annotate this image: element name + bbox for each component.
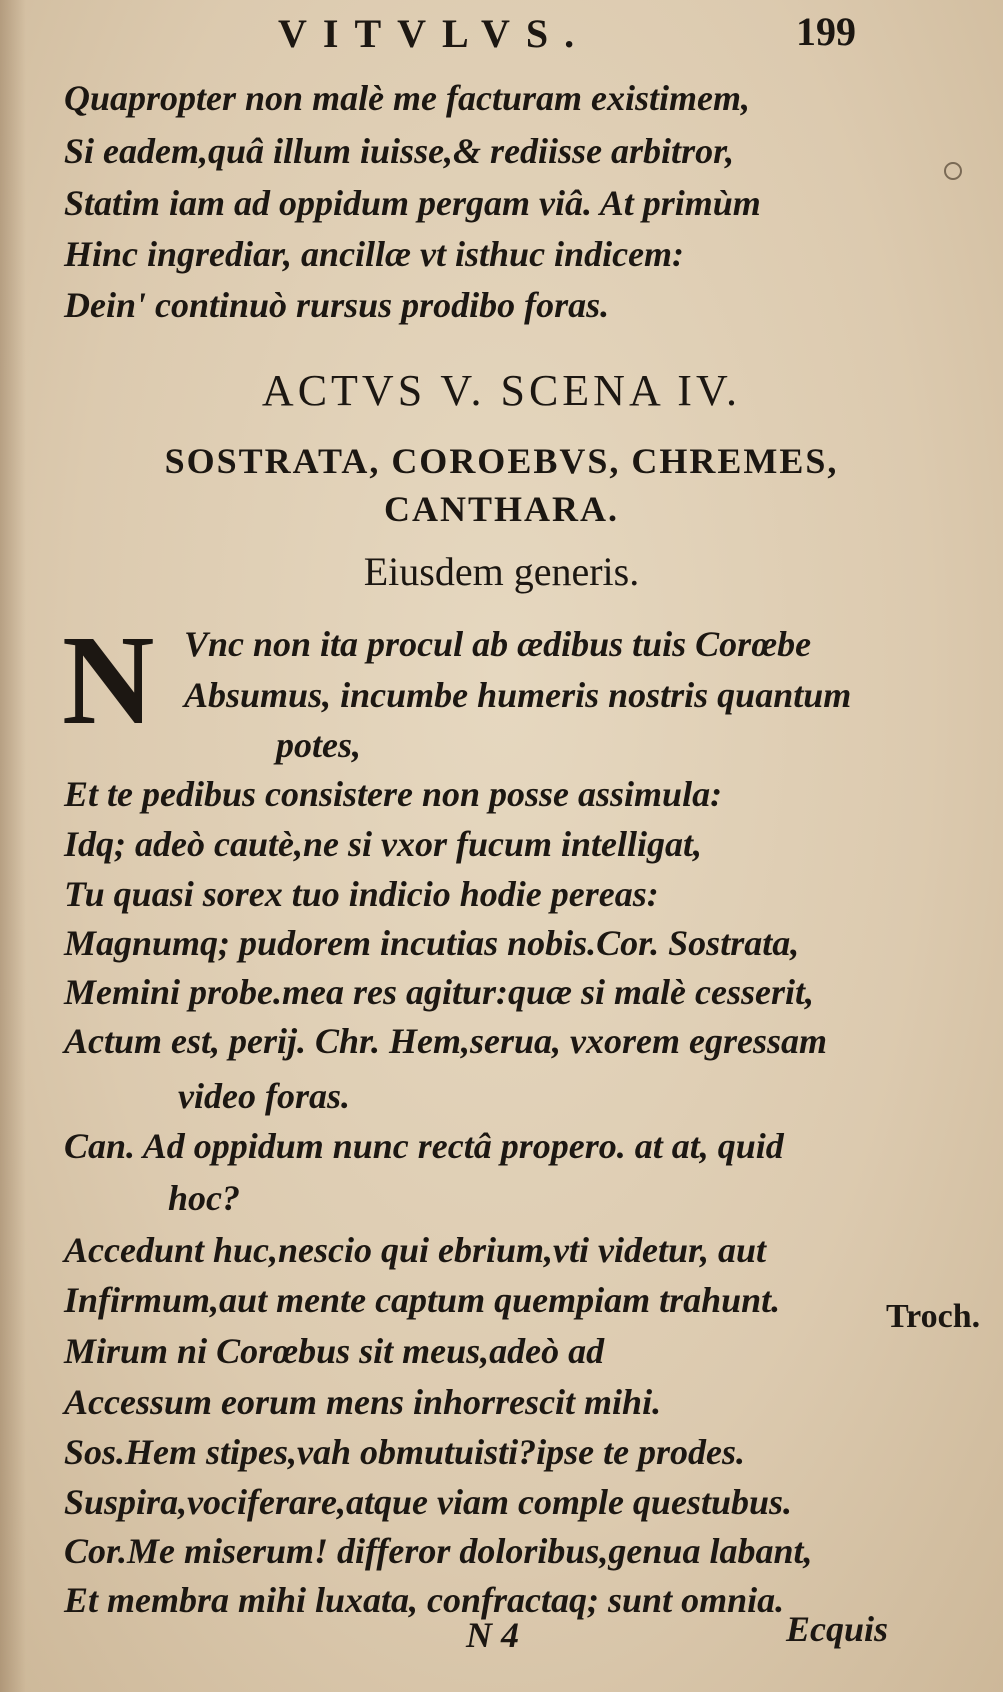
verse-line: Mirum ni Corœbus sit meus,adeò ad [64,1331,605,1371]
signature-mark: N 4 [466,1615,519,1655]
verse-line: Can. Ad oppidum nunc rectâ propero. at at, quid [64,1126,784,1166]
verse-line: Actum est, perij. Chr. Hem,serua, vxorem egressam [64,1021,828,1061]
verse-line: Si eadem,quâ illum iuisse,& rediisse arbitror, [64,131,735,171]
verse-line: potes, [276,725,361,765]
verse-line: Et membra mihi luxata, confractaq; sunt omnia. [64,1580,785,1620]
verse-line: Memini probe.mea res agitur:quæ si malè cesserit, [64,972,814,1012]
verse-line: Quapropter non malè me facturam existimem, [64,78,751,118]
verse-line: Accessum eorum mens inhorrescit mihi. [64,1382,662,1422]
verse-line: Absumus, incumbe humeris nostris quantum [184,675,852,715]
verse-line: Hinc ingrediar, ancillæ vt isthuc indicem: [64,234,685,274]
verse-line: Magnumq; pudorem incutias nobis.Cor. Sostrata, [64,923,800,963]
page-gutter-shadow [0,0,26,1692]
verse-line: Sos.Hem stipes,vah obmutuisti?ipse te prodes. [64,1432,746,1472]
verse-line: Et te pedibus consistere non posse assimula: [64,774,723,814]
verse-line: Dein' continuò rursus prodibo foras. [64,285,610,325]
catchword: Ecquis [786,1609,889,1649]
ink-spot [944,162,962,180]
verse-line: Suspira,vociferare,atque viam comple questubus. [64,1482,792,1522]
verse-line: Infirmum,aut mente captum quempiam trahunt. [64,1280,781,1320]
scene-heading: ACTVS V. SCENA IV. [261,366,742,415]
verse-line: hoc? [168,1178,240,1218]
meter-note: Eiusdem generis. [363,549,640,594]
verse-line: Vnc non ita procul ab ædibus tuis Corœbe [184,624,812,664]
drop-cap: N [62,609,155,751]
verse-line: video foras. [178,1076,350,1116]
verse-line: Tu quasi sorex tuo indicio hodie pereas: [64,874,659,914]
marginal-note: Troch. [886,1298,981,1335]
page-number: 199 [796,9,856,54]
verse-line: Statim iam ad oppidum pergam viâ. At primùm [64,183,761,223]
dramatis-personae: CANTHARA. [383,489,619,529]
verse-line: Accedunt huc,nescio qui ebrium,vti videtur, aut [64,1230,767,1270]
verse-line: Cor.Me miserum! differor doloribus,genua labant, [64,1531,813,1571]
verse-line: Idq; adeò cautè,ne si vxor fucum intelligat, [64,824,702,864]
dramatis-personae: SOSTRATA, COROEBVS, CHREMES, [164,441,839,481]
running-title: VITVLVS. [278,11,591,56]
